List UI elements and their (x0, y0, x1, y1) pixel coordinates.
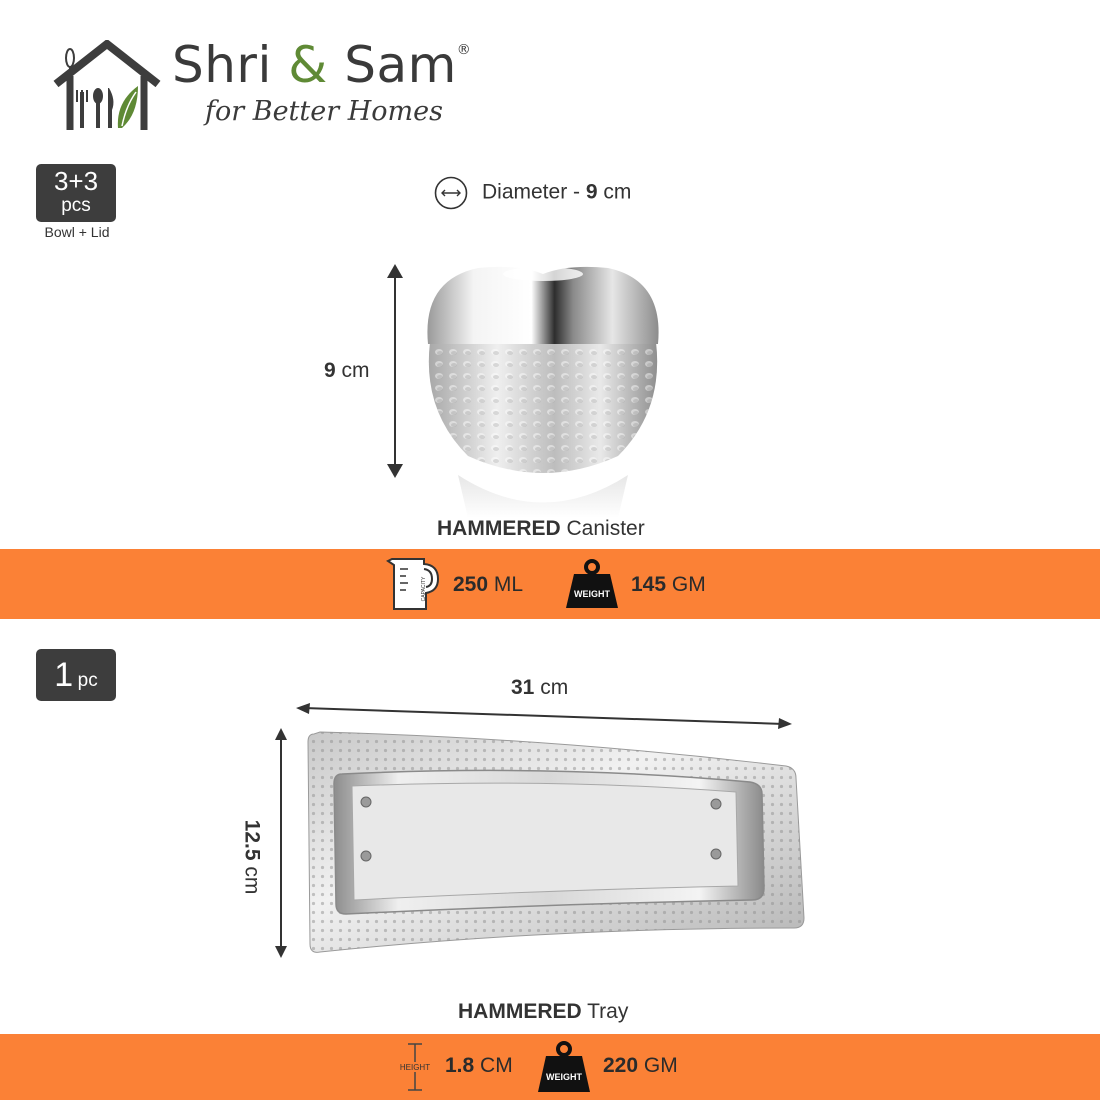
brand-name-part1: Shri (172, 36, 272, 94)
height-icon-text: HEIGHT (399, 1063, 431, 1072)
canister-weight-unit: GM (666, 573, 706, 596)
tray-height-value: 12.5 (240, 819, 264, 861)
capacity-value: 250 (453, 573, 489, 596)
tray-width-value: 31 (511, 676, 535, 699)
weight-icon (536, 1040, 592, 1094)
tray-name-bold: HAMMERED (458, 1000, 582, 1023)
height-bracket-icon (392, 1040, 438, 1094)
brand-tagline: for Better Homes (205, 96, 443, 127)
capacity-icon-text: CAPACITY (421, 576, 427, 602)
tray-width-unit: cm (534, 676, 569, 699)
tray-count-number: 1 (54, 656, 74, 694)
canister-name-bold: HAMMERED (437, 517, 561, 540)
diameter-arrows-icon (434, 176, 468, 210)
canister-height-unit: cm (335, 359, 370, 382)
brand-ampersand: & (288, 36, 328, 94)
tray-weight-unit: GM (638, 1054, 678, 1077)
tray-name (458, 1000, 628, 1024)
brand-name-part2: Sam (344, 36, 457, 94)
tray-image (300, 728, 810, 958)
tray-height (239, 820, 263, 895)
tray-height-arrow (268, 728, 294, 958)
tray-count-unit: pc (77, 670, 98, 691)
canister-height-arrow (382, 264, 408, 478)
tray-depth (445, 1054, 513, 1078)
house-utensils-logo-icon (52, 40, 162, 132)
tray-height-unit: cm (240, 860, 264, 895)
diameter-label: Diameter - (482, 180, 586, 204)
capacity-unit: ML (488, 573, 524, 596)
canister-image (418, 250, 668, 520)
tray-width (511, 676, 568, 700)
tray-depth-unit: CM (474, 1054, 513, 1077)
canister-name-rest: Canister (560, 517, 645, 540)
tray-weight-icon-text: WEIGHT (546, 1072, 582, 1082)
tray-width-arrow (296, 703, 792, 729)
canister-height-value: 9 (324, 359, 336, 382)
measuring-jug-icon (386, 555, 442, 613)
canister-name (437, 517, 645, 541)
registered-mark: ® (456, 42, 472, 58)
diameter-value: 9 (585, 180, 598, 204)
weight-icon-text: WEIGHT (574, 589, 610, 599)
tray-count-badge (36, 649, 116, 701)
canister-count-sub: Bowl + Lid (44, 224, 110, 240)
diameter-unit: cm (597, 180, 632, 204)
canister-count-number: 3+3 (53, 166, 99, 196)
tray-weight-value: 220 (603, 1054, 639, 1077)
canister-capacity (453, 573, 523, 597)
canister-weight (631, 573, 706, 597)
canister-height (324, 359, 370, 383)
tray-depth-value: 1.8 (445, 1054, 475, 1077)
weight-icon (564, 558, 620, 610)
canister-count-badge (36, 164, 116, 222)
brand-name (172, 36, 471, 94)
tray-weight (603, 1054, 678, 1078)
canister-spec-bar (0, 549, 1100, 619)
canister-diameter (434, 176, 631, 210)
canister-weight-value: 145 (631, 573, 667, 596)
tray-name-rest: Tray (581, 1000, 629, 1023)
canister-count-unit: pcs (61, 195, 91, 216)
